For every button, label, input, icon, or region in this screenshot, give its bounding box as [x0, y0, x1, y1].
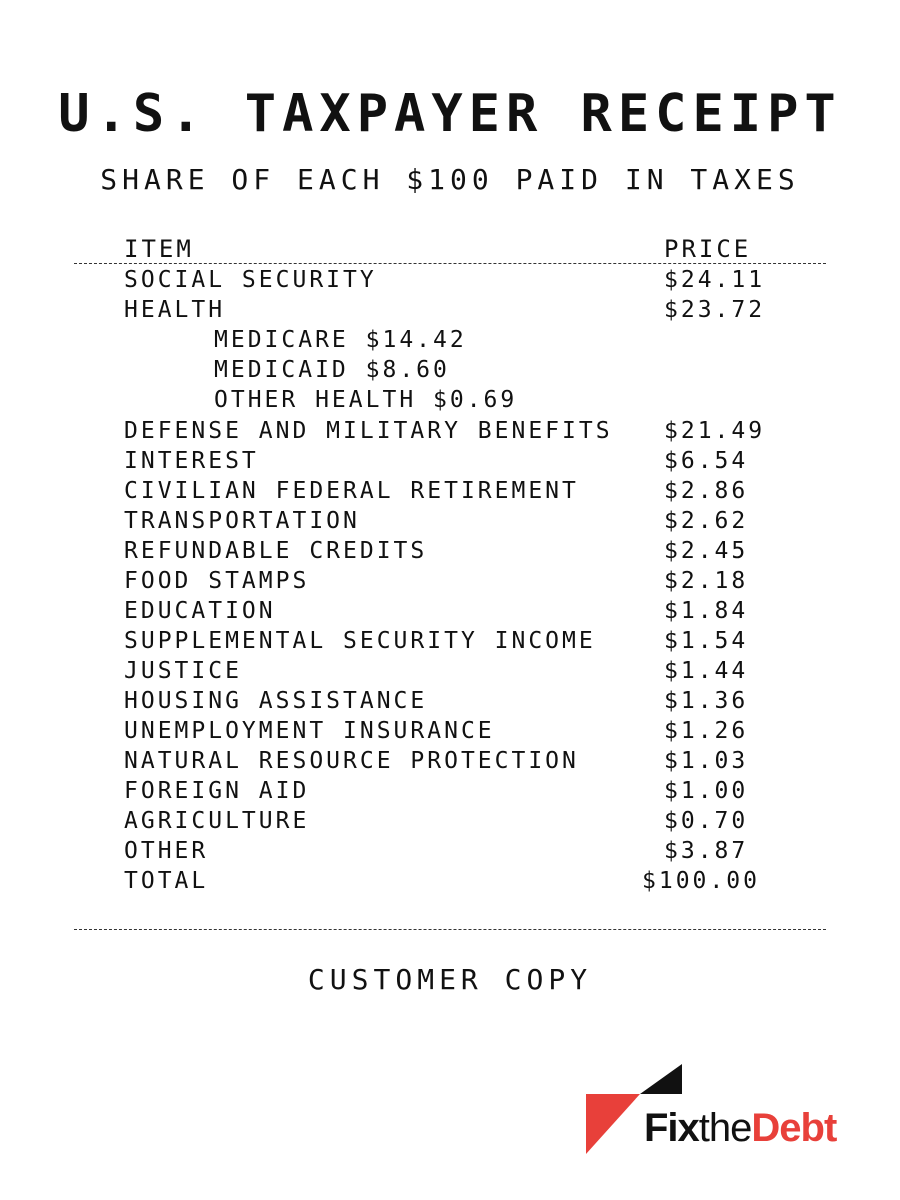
line-item-label: EDUCATION	[124, 598, 276, 624]
logo-wordmark	[644, 1104, 836, 1152]
line-item-label: SUPPLEMENTAL SECURITY INCOME	[124, 628, 596, 654]
line-item-label: JUSTICE	[124, 658, 242, 684]
line-item	[124, 716, 824, 746]
line-item-price: $24.11	[664, 267, 766, 293]
line-item	[124, 476, 824, 506]
line-item-price: $6.54	[664, 448, 749, 474]
line-item	[124, 295, 824, 325]
health-sub-item: MEDICAID $8.60	[214, 357, 450, 383]
line-item	[124, 626, 824, 656]
column-header	[124, 234, 824, 264]
line-item-price: $2.18	[664, 568, 749, 594]
logo-the: the	[698, 1106, 752, 1150]
line-item-label: UNEMPLOYMENT INSURANCE	[124, 718, 495, 744]
line-item-label: DEFENSE AND MILITARY BENEFITS	[124, 418, 613, 444]
line-item-label: FOOD STAMPS	[124, 568, 310, 594]
line-item-label: HEALTH	[124, 297, 226, 323]
line-item-label: INTEREST	[124, 448, 259, 474]
line-item-price: $1.00	[664, 778, 749, 804]
line-item	[124, 265, 824, 295]
logo-fix: Fix	[644, 1106, 699, 1150]
line-item-price: $1.26	[664, 718, 749, 744]
line-item	[124, 806, 824, 836]
line-item-price: $3.87	[664, 838, 749, 864]
header-price: PRICE	[664, 235, 752, 263]
line-item-label: REFUNDABLE CREDITS	[124, 538, 428, 564]
line-item-price: $2.62	[664, 508, 749, 534]
receipt-subtitle: SHARE OF EACH $100 PAID IN TAXES	[100, 163, 800, 196]
line-item-price: $1.36	[664, 688, 749, 714]
line-item-label: TRANSPORTATION	[124, 508, 360, 534]
line-item-label: OTHER	[124, 838, 209, 864]
line-item	[124, 416, 824, 446]
line-item-price: $2.86	[664, 478, 749, 504]
divider-top	[74, 263, 826, 264]
line-item-price: $1.03	[664, 748, 749, 774]
line-item	[124, 656, 824, 686]
receipt-title: U.S. TAXPAYER RECEIPT	[58, 84, 842, 144]
line-item-label: CIVILIAN FEDERAL RETIREMENT	[124, 478, 579, 504]
line-item-price: $21.49	[664, 418, 766, 444]
divider-bottom	[74, 929, 826, 930]
line-item-price: $1.54	[664, 628, 749, 654]
total-price: $100.00	[642, 868, 760, 894]
line-item	[124, 566, 824, 596]
line-item	[124, 596, 824, 626]
line-item	[124, 506, 824, 536]
line-item	[124, 776, 824, 806]
line-item-label: HOUSING ASSISTANCE	[124, 688, 428, 714]
logo-debt: Debt	[751, 1106, 837, 1150]
header-item: ITEM	[124, 235, 194, 263]
line-item-price: $1.44	[664, 658, 749, 684]
health-sub-item: OTHER HEALTH $0.69	[214, 387, 518, 413]
customer-copy-label: CUSTOMER COPY	[307, 963, 593, 996]
total-row	[124, 866, 824, 896]
health-sub-item: MEDICARE $14.42	[214, 327, 467, 353]
line-item-price: $23.72	[664, 297, 766, 323]
line-item	[124, 836, 824, 866]
line-item-price: $2.45	[664, 538, 749, 564]
line-item-label: SOCIAL SECURITY	[124, 267, 377, 293]
fix-the-debt-logo	[584, 1060, 884, 1160]
line-item-price: $0.70	[664, 808, 749, 834]
line-item	[124, 446, 824, 476]
line-item	[124, 686, 824, 716]
line-item	[124, 536, 824, 566]
total-label: TOTAL	[124, 868, 209, 894]
line-item-label: AGRICULTURE	[124, 808, 310, 834]
line-item-label: FOREIGN AID	[124, 778, 310, 804]
line-item-price: $1.84	[664, 598, 749, 624]
line-item	[124, 746, 824, 776]
line-item-label: NATURAL RESOURCE PROTECTION	[124, 748, 579, 774]
